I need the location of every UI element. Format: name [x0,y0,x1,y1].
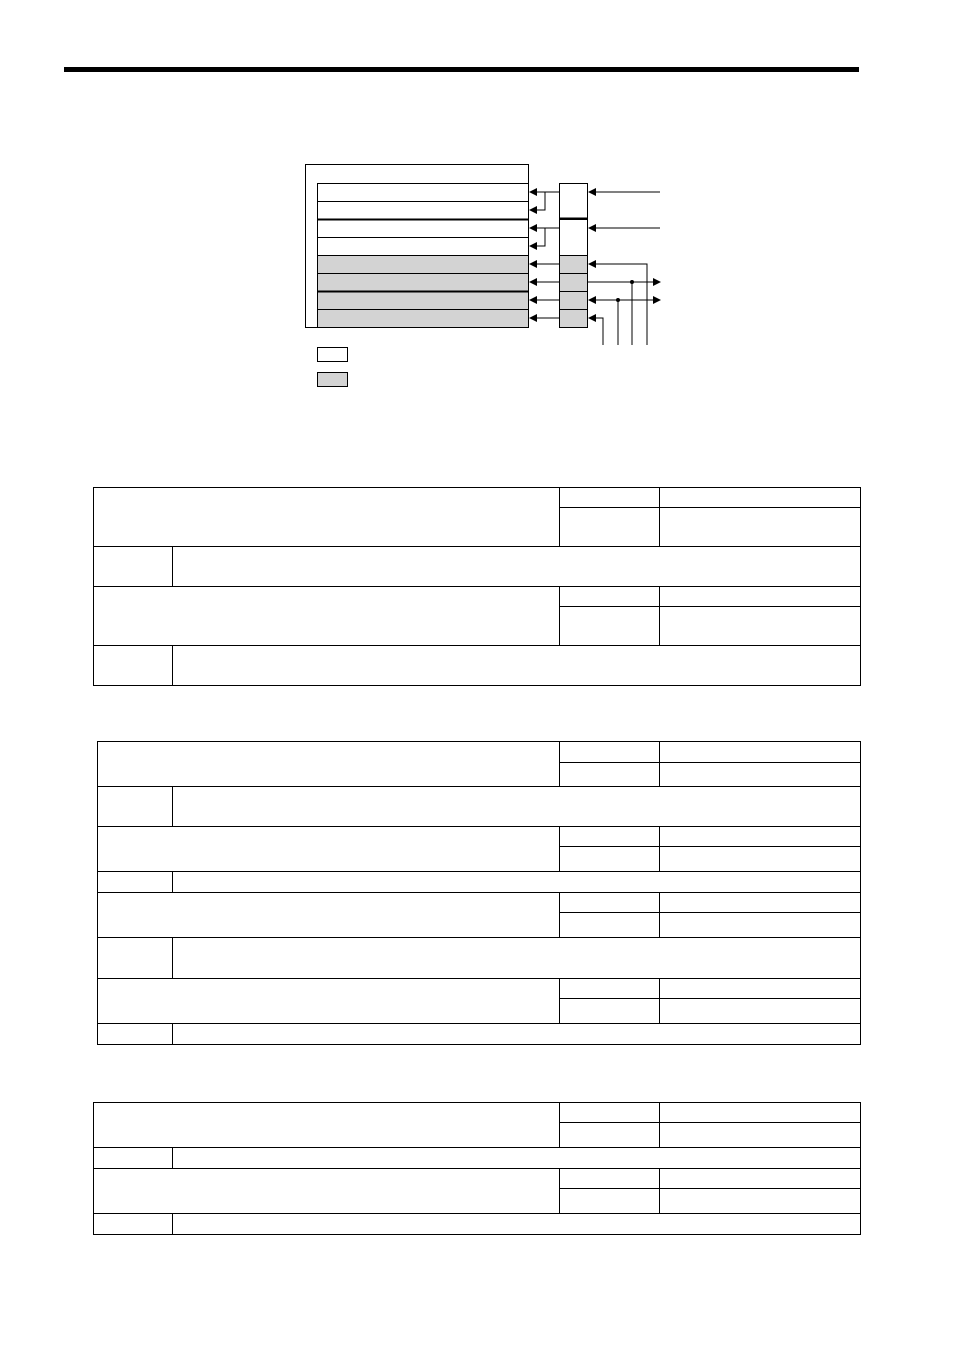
attribute-value [660,913,861,938]
attribute-key [560,999,660,1024]
register-bar-8 [318,310,529,328]
attribute-key [560,1103,660,1123]
attribute-value [660,1169,861,1189]
legend-swatch-white [318,348,348,362]
attribute-key [560,893,660,913]
parameter-name [98,979,560,1024]
register-bar-2 [318,202,529,220]
buffer-box-5 [560,292,588,310]
register-bar-7 [318,292,529,310]
description-text [173,787,861,827]
description-text [173,547,861,587]
description-text [173,938,861,979]
attribute-key [560,508,660,547]
description-label [94,1148,173,1169]
register-bar-6 [318,274,529,292]
description-label [98,787,173,827]
buffer-box-3 [560,256,588,274]
attribute-key [560,488,660,508]
parameter-name [98,893,560,938]
description-text [173,1024,861,1045]
description-label [98,872,173,893]
description-label [94,1214,173,1235]
attribute-value [660,587,861,607]
attribute-value [660,607,861,646]
attribute-value [660,742,861,763]
description-text [173,1214,861,1235]
attribute-value [660,979,861,999]
attribute-value [660,488,861,508]
attribute-key [560,587,660,607]
parameter-table-2 [97,741,861,1045]
description-text [173,872,861,893]
attribute-key [560,763,660,787]
description-label [98,1024,173,1045]
description-text [173,1148,861,1169]
attribute-value [660,847,861,872]
attribute-key [560,742,660,763]
attribute-value [660,827,861,847]
description-label [98,938,173,979]
attribute-value [660,1123,861,1148]
parameter-table-1 [93,487,861,686]
legend-swatch-shaded [318,373,348,387]
buffer-box-1 [560,184,588,219]
attribute-key [560,1169,660,1189]
attribute-value [660,893,861,913]
description-label [94,547,173,587]
description-text [173,646,861,686]
attribute-key [560,1189,660,1214]
buffer-box-4 [560,274,588,292]
parameter-name [94,1169,560,1214]
register-bar-4 [318,238,529,256]
register-bar-5 [318,256,529,274]
parameter-table-3 [93,1102,861,1235]
parameter-name [94,488,560,547]
attribute-value [660,1189,861,1214]
description-label [94,646,173,686]
parameter-name [98,827,560,872]
register-diagram [0,0,954,400]
attribute-key [560,847,660,872]
parameter-name [94,587,560,646]
attribute-key [560,913,660,938]
attribute-value [660,1103,861,1123]
parameter-name [98,742,560,787]
buffer-box-6 [560,310,588,328]
attribute-key [560,979,660,999]
attribute-key [560,827,660,847]
parameter-name [94,1103,560,1148]
attribute-key [560,607,660,646]
attribute-key [560,1123,660,1148]
register-bar-1 [318,184,529,202]
attribute-value [660,999,861,1024]
attribute-value [660,763,861,787]
register-bar-3 [318,220,529,238]
buffer-box-2 [560,220,588,256]
attribute-value [660,508,861,547]
